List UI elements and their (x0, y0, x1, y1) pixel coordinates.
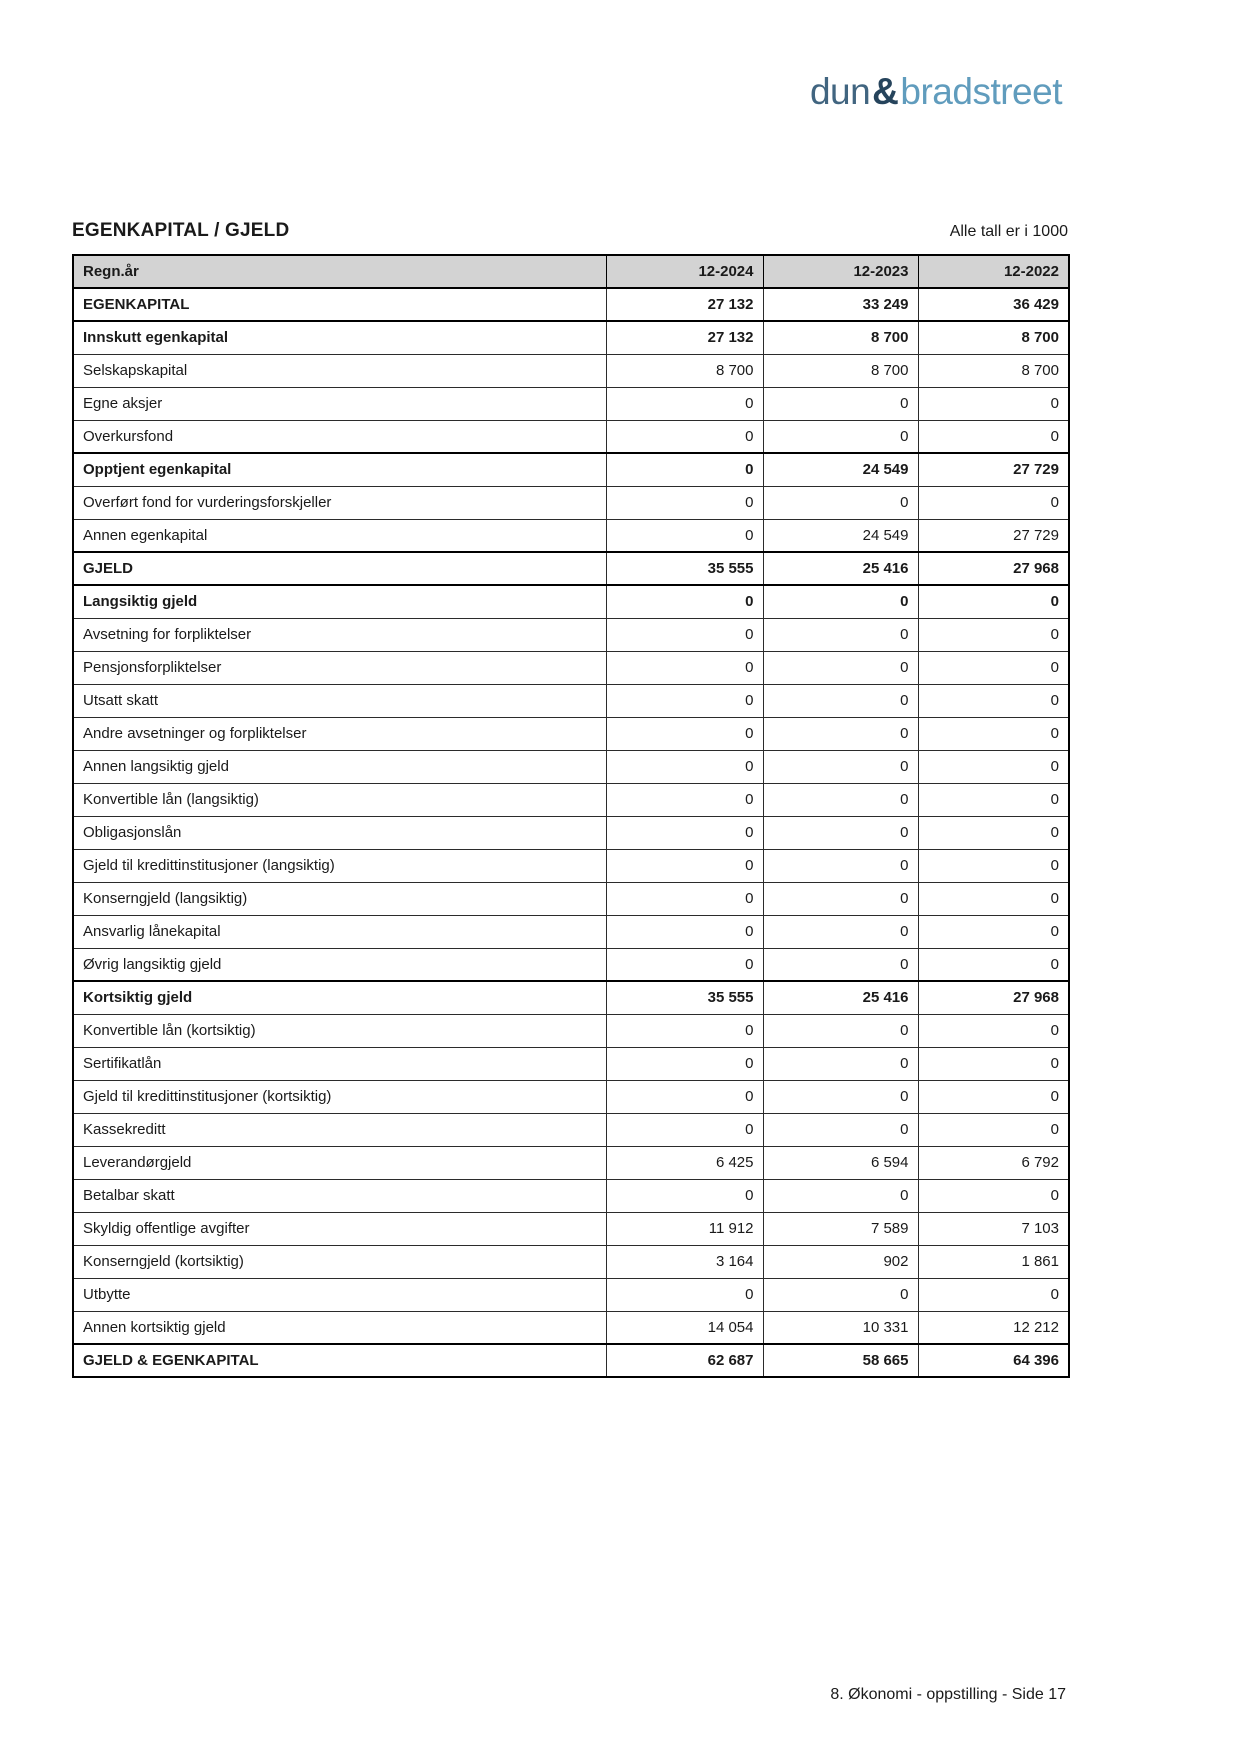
table-row (73, 420, 1069, 453)
row-value: 0 (606, 453, 763, 486)
table-row (73, 618, 1069, 651)
row-value: 33 249 (763, 288, 918, 321)
row-label: Konvertible lån (kortsiktig) (73, 1014, 606, 1047)
row-value: 0 (763, 684, 918, 717)
row-value: 0 (918, 882, 1069, 915)
table-row (73, 1080, 1069, 1113)
balance-sheet-table (72, 254, 1070, 1378)
row-value: 0 (918, 420, 1069, 453)
row-value: 8 700 (918, 354, 1069, 387)
row-value: 0 (763, 915, 918, 948)
row-value: 0 (763, 420, 918, 453)
row-value: 0 (918, 1047, 1069, 1080)
row-value: 0 (763, 783, 918, 816)
column-header-12-2024: 12-2024 (606, 255, 763, 288)
row-label: GJELD (73, 552, 606, 585)
row-label: Leverandørgjeld (73, 1146, 606, 1179)
table-row (73, 1212, 1069, 1245)
page-footer: 8. Økonomi - oppstilling - Side 17 (830, 1686, 1066, 1703)
row-label: GJELD & EGENKAPITAL (73, 1344, 606, 1377)
table-row (73, 1047, 1069, 1080)
row-value: 10 331 (763, 1311, 918, 1344)
table-row (73, 684, 1069, 717)
row-value: 3 164 (606, 1245, 763, 1278)
row-value: 0 (606, 948, 763, 981)
row-value: 0 (606, 618, 763, 651)
row-value: 0 (918, 783, 1069, 816)
column-header-12-2023: 12-2023 (763, 255, 918, 288)
row-value: 62 687 (606, 1344, 763, 1377)
row-value: 0 (606, 387, 763, 420)
table-row (73, 585, 1069, 618)
row-label: Sertifikatlån (73, 1047, 606, 1080)
row-value: 0 (763, 1278, 918, 1311)
row-value: 0 (606, 585, 763, 618)
table-row (73, 321, 1069, 354)
row-value: 0 (763, 1047, 918, 1080)
row-label: Øvrig langsiktig gjeld (73, 948, 606, 981)
table-row (73, 717, 1069, 750)
row-value: 0 (763, 849, 918, 882)
row-value: 25 416 (763, 981, 918, 1014)
row-value: 0 (763, 387, 918, 420)
row-label: Avsetning for forpliktelser (73, 618, 606, 651)
row-value: 8 700 (763, 321, 918, 354)
row-value: 0 (918, 750, 1069, 783)
row-value: 0 (606, 684, 763, 717)
row-label: Konserngjeld (kortsiktig) (73, 1245, 606, 1278)
row-value: 35 555 (606, 981, 763, 1014)
row-value: 0 (918, 1179, 1069, 1212)
row-label: Ansvarlig lånekapital (73, 915, 606, 948)
row-label: Annen kortsiktig gjeld (73, 1311, 606, 1344)
row-value: 902 (763, 1245, 918, 1278)
row-value: 0 (763, 1179, 918, 1212)
row-value: 0 (763, 750, 918, 783)
row-value: 0 (918, 1014, 1069, 1047)
row-value: 0 (606, 519, 763, 552)
table-row (73, 981, 1069, 1014)
row-value: 0 (606, 750, 763, 783)
row-value: 0 (606, 816, 763, 849)
row-label: Annen egenkapital (73, 519, 606, 552)
row-value: 0 (918, 651, 1069, 684)
table-row (73, 486, 1069, 519)
row-label: Skyldig offentlige avgifter (73, 1212, 606, 1245)
row-value: 27 132 (606, 321, 763, 354)
row-value: 0 (606, 882, 763, 915)
table-row (73, 882, 1069, 915)
row-value: 0 (763, 651, 918, 684)
row-value: 0 (918, 816, 1069, 849)
column-header-regnar: Regn.år (73, 255, 606, 288)
row-value: 0 (918, 618, 1069, 651)
table-row (73, 288, 1069, 321)
table-row (73, 1179, 1069, 1212)
row-value: 0 (763, 816, 918, 849)
row-label: EGENKAPITAL (73, 288, 606, 321)
row-value: 36 429 (918, 288, 1069, 321)
row-value: 7 589 (763, 1212, 918, 1245)
row-value: 0 (763, 1014, 918, 1047)
row-value: 0 (606, 486, 763, 519)
row-value: 0 (606, 1113, 763, 1146)
row-label: Utsatt skatt (73, 684, 606, 717)
row-value: 0 (763, 882, 918, 915)
table-row (73, 1014, 1069, 1047)
table-row (73, 1344, 1069, 1377)
table-row (73, 1278, 1069, 1311)
row-value: 27 729 (918, 519, 1069, 552)
row-label: Betalbar skatt (73, 1179, 606, 1212)
row-value: 0 (918, 1278, 1069, 1311)
row-value: 0 (763, 618, 918, 651)
row-value: 24 549 (763, 519, 918, 552)
logo-ampersand-icon: & (872, 71, 899, 112)
table-row (73, 1113, 1069, 1146)
row-value: 27 729 (918, 453, 1069, 486)
row-label: Selskapskapital (73, 354, 606, 387)
row-value: 0 (918, 684, 1069, 717)
row-value: 0 (606, 420, 763, 453)
row-value: 24 549 (763, 453, 918, 486)
section-title: EGENKAPITAL / GJELD (72, 220, 290, 241)
row-value: 6 425 (606, 1146, 763, 1179)
row-value: 11 912 (606, 1212, 763, 1245)
row-value: 0 (918, 1113, 1069, 1146)
row-label: Innskutt egenkapital (73, 321, 606, 354)
row-value: 0 (918, 1080, 1069, 1113)
table-row (73, 948, 1069, 981)
table-header-row (73, 255, 1069, 288)
row-label: Overkursfond (73, 420, 606, 453)
table-row (73, 750, 1069, 783)
table-row (73, 1311, 1069, 1344)
row-label: Utbytte (73, 1278, 606, 1311)
row-value: 8 700 (918, 321, 1069, 354)
row-value: 0 (606, 1014, 763, 1047)
row-value: 14 054 (606, 1311, 763, 1344)
row-label: Langsiktig gjeld (73, 585, 606, 618)
row-value: 0 (606, 915, 763, 948)
row-value: 0 (918, 849, 1069, 882)
row-value: 0 (606, 849, 763, 882)
table-row (73, 915, 1069, 948)
logo-text-dun: dun (809, 71, 871, 112)
row-label: Gjeld til kredittinstitusjoner (langsiktig) (73, 849, 606, 882)
row-value: 0 (763, 486, 918, 519)
row-value: 25 416 (763, 552, 918, 585)
row-label: Konserngjeld (langsiktig) (73, 882, 606, 915)
row-value: 0 (763, 585, 918, 618)
column-header-12-2022: 12-2022 (918, 255, 1069, 288)
row-label: Opptjent egenkapital (73, 453, 606, 486)
row-value: 0 (918, 717, 1069, 750)
row-value: 6 594 (763, 1146, 918, 1179)
row-value: 64 396 (918, 1344, 1069, 1377)
row-value: 0 (918, 915, 1069, 948)
row-value: 0 (763, 717, 918, 750)
row-label: Annen langsiktig gjeld (73, 750, 606, 783)
row-value: 0 (606, 783, 763, 816)
table-row (73, 1146, 1069, 1179)
title-row (72, 220, 1068, 242)
row-label: Pensjonsforpliktelser (73, 651, 606, 684)
table-row (73, 651, 1069, 684)
row-value: 0 (763, 1080, 918, 1113)
table-row (73, 1245, 1069, 1278)
table-row (73, 519, 1069, 552)
dun-bradstreet-logo (810, 72, 1062, 113)
row-value: 12 212 (918, 1311, 1069, 1344)
logo-text-bradstreet: bradstreet (900, 71, 1062, 112)
row-label: Kortsiktig gjeld (73, 981, 606, 1014)
row-value: 0 (918, 948, 1069, 981)
unit-note: Alle tall er i 1000 (949, 223, 1068, 240)
row-value: 0 (606, 1179, 763, 1212)
row-value: 7 103 (918, 1212, 1069, 1245)
row-value: 0 (606, 1080, 763, 1113)
row-value: 0 (606, 1047, 763, 1080)
table-row (73, 552, 1069, 585)
row-label: Obligasjonslån (73, 816, 606, 849)
row-value: 27 968 (918, 552, 1069, 585)
row-value: 0 (918, 585, 1069, 618)
row-value: 1 861 (918, 1245, 1069, 1278)
table-row (73, 453, 1069, 486)
row-value: 8 700 (606, 354, 763, 387)
row-value: 0 (606, 717, 763, 750)
table-row (73, 849, 1069, 882)
row-value: 8 700 (763, 354, 918, 387)
row-label: Andre avsetninger og forpliktelser (73, 717, 606, 750)
row-value: 0 (763, 1113, 918, 1146)
row-value: 27 132 (606, 288, 763, 321)
row-label: Kassekreditt (73, 1113, 606, 1146)
row-value: 0 (606, 651, 763, 684)
row-label: Konvertible lån (langsiktig) (73, 783, 606, 816)
row-value: 6 792 (918, 1146, 1069, 1179)
table-row (73, 387, 1069, 420)
row-label: Overført fond for vurderingsforskjeller (73, 486, 606, 519)
table-row (73, 816, 1069, 849)
table-row (73, 354, 1069, 387)
row-label: Gjeld til kredittinstitusjoner (kortsiktig) (73, 1080, 606, 1113)
row-value: 27 968 (918, 981, 1069, 1014)
row-value: 0 (918, 387, 1069, 420)
row-value: 0 (606, 1278, 763, 1311)
row-value: 35 555 (606, 552, 763, 585)
table-row (73, 783, 1069, 816)
row-value: 58 665 (763, 1344, 918, 1377)
row-value: 0 (763, 948, 918, 981)
row-label: Egne aksjer (73, 387, 606, 420)
row-value: 0 (918, 486, 1069, 519)
